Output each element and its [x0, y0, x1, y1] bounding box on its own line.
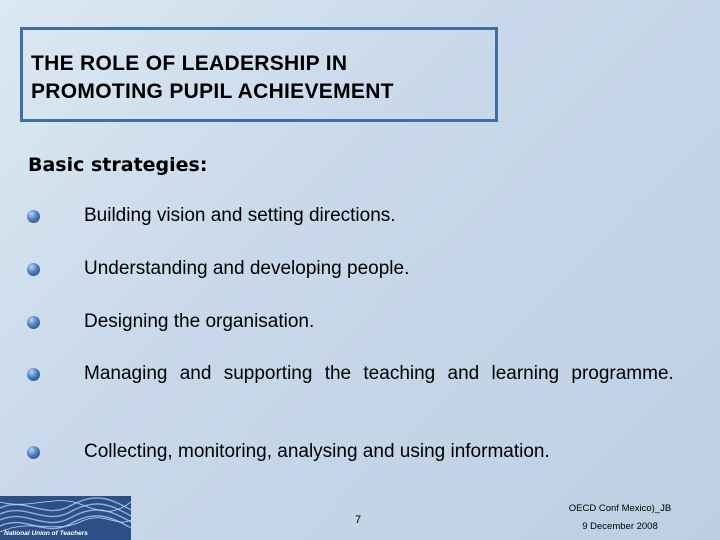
bullet-text-3: Designing the organisation. [84, 311, 315, 332]
page-number: 7 [355, 514, 362, 526]
bullet-text-4: Managing and supporting the teaching and learning programme. [84, 363, 674, 384]
logo-text: National Union of Teachers [4, 530, 88, 537]
nut-logo-icon [0, 496, 131, 532]
slide-title-line-2: PROMOTING PUPIL ACHIEVEMENT [31, 80, 394, 103]
footer-info [560, 502, 680, 533]
nut-logo [0, 496, 131, 540]
sphere-bullet-icon [27, 368, 40, 381]
bullet-text-5: Collecting, monitoring, analysing and using information. [84, 441, 550, 462]
sphere-bullet-icon [27, 446, 40, 459]
subheading: Basic strategies: [28, 154, 208, 176]
sphere-bullet-icon [27, 263, 40, 276]
slide-title-line-1: THE ROLE OF LEADERSHIP IN [31, 52, 348, 75]
sphere-bullet-icon [27, 316, 40, 329]
sphere-bullet-icon [27, 210, 40, 223]
footer-conference: OECD Conf Mexico)_JB [568, 503, 672, 514]
bullet-text-1: Building vision and setting directions. [84, 205, 396, 226]
bullet-text-2: Understanding and developing people. [84, 258, 410, 279]
footer-date: 9 December 2008 [582, 521, 658, 532]
